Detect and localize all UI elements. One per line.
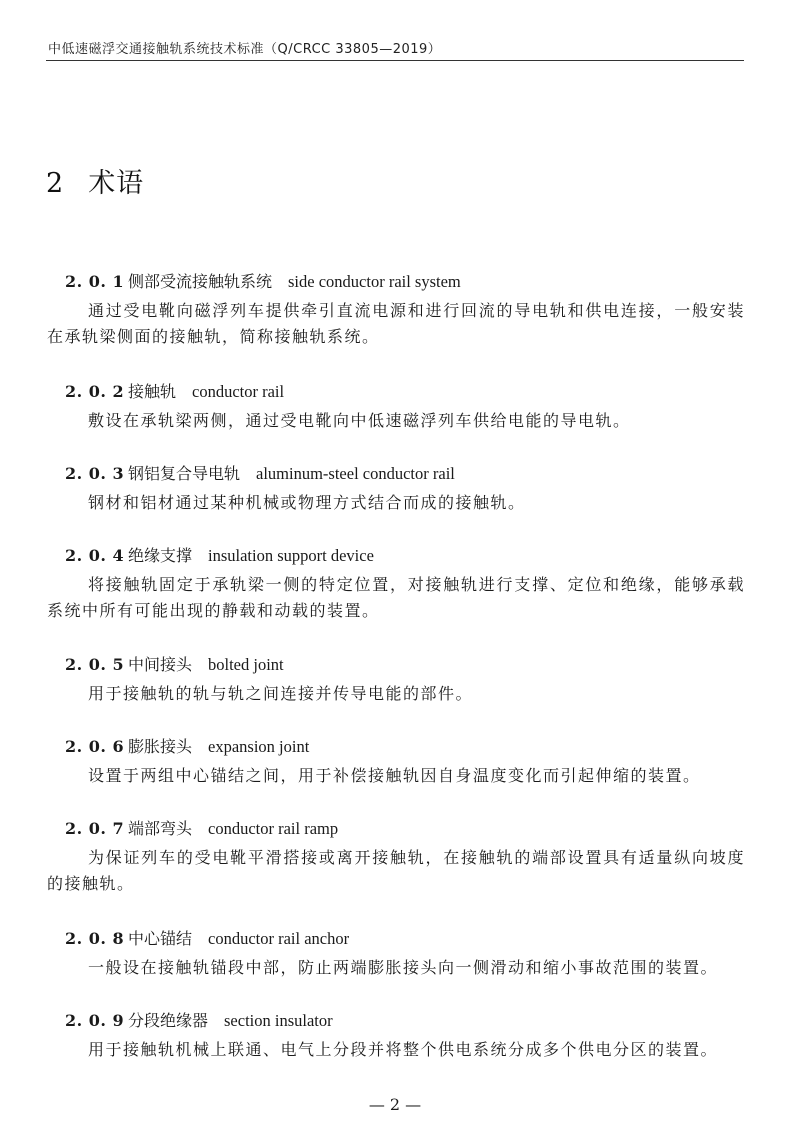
term-english: conductor rail: [192, 382, 285, 401]
term-definition: 为保证列车的受电靴平滑搭接或离开接触轨，在接触轨的端部设置具有适量纵向坡度的接触轨。: [47, 848, 745, 893]
term-definition: 设置于两组中心锚结之间，用于补偿接触轨因自身温度变化而引起伸缩的装置。: [88, 766, 701, 785]
chapter-heading: [46, 161, 144, 200]
term-line: [65, 736, 309, 758]
term-number: 2. 0. 9: [65, 1011, 125, 1030]
term-english: bolted joint: [208, 655, 284, 674]
term-chinese: 膨胀接头: [128, 737, 193, 756]
term-chinese: 中心锚结: [128, 929, 193, 948]
term-line: [65, 654, 284, 676]
term-english: conductor rail anchor: [208, 929, 350, 948]
term-definition: 敷设在承轨梁两侧，通过受电靴向中低速磁浮列车供给电能的导电轨。: [88, 411, 631, 430]
term-line: [65, 271, 461, 293]
page-number: — 2 —: [368, 1095, 422, 1114]
term-english: expansion joint: [208, 737, 310, 756]
term-line: [65, 463, 455, 485]
term-number: 2. 0. 6: [65, 737, 125, 756]
running-header: 中低速磁浮交通接触轨系统技术标准（Q/CRCC 33805—2019）: [48, 42, 442, 57]
term-number: 2. 0. 1: [65, 272, 125, 291]
term-definition: 将接触轨固定于承轨梁一侧的特定位置，对接触轨进行支撑、定位和绝缘，能够承载系统中所有可能出现的静载和动载的装置。: [47, 575, 745, 620]
term-definition: 通过受电靴向磁浮列车提供牵引直流电源和进行回流的导电轨和供电连接，一般安装在承轨梁侧面的接触轨，简称接触轨系统。: [47, 301, 745, 346]
term-line: [65, 381, 284, 403]
term-number: 2. 0. 7: [65, 819, 125, 838]
term-definition: 一般设在接触轨锚段中部，防止两端膨胀接头向一侧滑动和缩小事故范围的装置。: [88, 958, 719, 977]
chapter-title: 术语: [88, 168, 145, 199]
term-chinese: 端部弯头: [128, 819, 193, 838]
term-chinese: 侧部受流接触轨系统: [128, 272, 273, 291]
term-english: conductor rail ramp: [208, 819, 339, 838]
term-chinese: 钢铝复合导电轨: [128, 464, 241, 483]
header-rule: [46, 60, 744, 61]
term-line: [65, 818, 338, 840]
term-number: 2. 0. 3: [65, 464, 125, 483]
term-number: 2. 0. 8: [65, 929, 125, 948]
term-english: aluminum-steel conductor rail: [256, 464, 455, 483]
term-chinese: 接触轨: [128, 382, 177, 401]
term-line: [65, 545, 374, 567]
term-english: insulation support device: [208, 546, 374, 565]
chapter-number: 2: [46, 168, 65, 199]
term-definition: 用于接触轨的轨与轨之间连接并传导电能的部件。: [88, 684, 474, 703]
term-number: 2. 0. 2: [65, 382, 125, 401]
term-chinese: 中间接头: [128, 655, 193, 674]
term-line: [65, 928, 349, 950]
term-definition: 用于接触轨机械上联通、电气上分段并将整个供电系统分成多个供电分区的装置。: [88, 1040, 719, 1059]
term-definition: 钢材和铝材通过某种机械或物理方式结合而成的接触轨。: [88, 493, 526, 512]
term-number: 2. 0. 5: [65, 655, 125, 674]
term-number: 2. 0. 4: [65, 546, 125, 565]
term-chinese: 分段绝缘器: [128, 1011, 209, 1030]
term-line: [65, 1010, 333, 1032]
term-chinese: 绝缘支撑: [128, 546, 193, 565]
term-english: section insulator: [224, 1011, 333, 1030]
term-english: side conductor rail system: [288, 272, 461, 291]
